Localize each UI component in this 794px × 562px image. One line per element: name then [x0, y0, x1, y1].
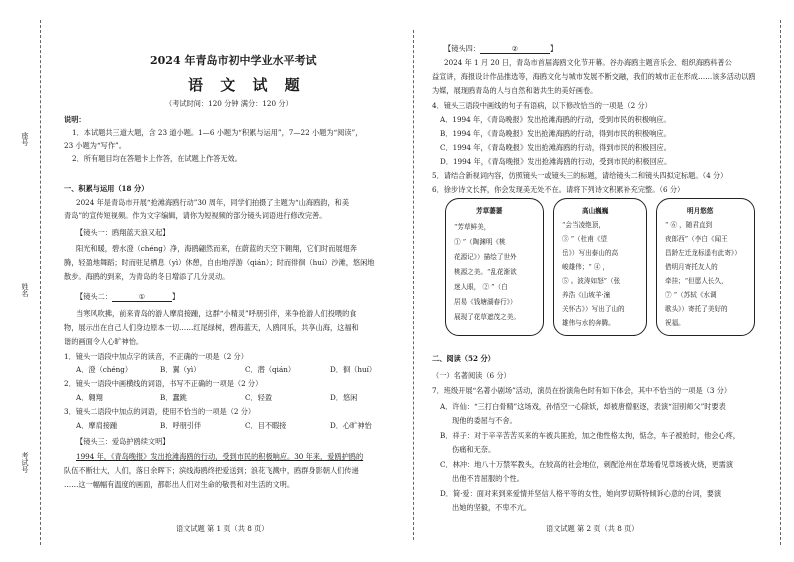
- poem-box-line: 昌龄左迁龙标遥有此寄》）: [665, 249, 741, 257]
- poem-box-line: ① ”（陶渊明《桃: [454, 238, 506, 246]
- q2-option-c: C．轻盈: [245, 393, 273, 402]
- q3-option-d: D．心旷神怡: [330, 421, 372, 430]
- q7-option-d: D．简·爱：面对来到来爱情并坚信人格平等的女性，她向罗切斯特倾诉心意的台词，要演: [440, 489, 722, 498]
- lens-4-line-2: 益宣讲，海报设计作品推选等，海鸥文化与城市发展不断交融，我们的城市正在形成……该多活动以鸥: [432, 72, 756, 81]
- lens-1-label: 【镜头一：鸥翔蓝天浪又起】: [76, 228, 170, 237]
- q2-option-b: B．蠢跳: [160, 393, 187, 402]
- lens-2-line-2: 物，展示出在自己人们身边原本一切……红尾绿树，碧海蓝天，人鸥同乐，共享山海，这福和: [64, 323, 359, 332]
- question-2: 2．镜头一语段中画横线的词语，书写不正确的一项是（2 分）: [64, 379, 263, 388]
- q4-option-d: D．1994 年，《青岛晚报》发出抢滩海鸥的行动，受到市民的积极回应。: [440, 157, 672, 166]
- section-1-title: 一、积累与运用（18 分）: [64, 184, 149, 193]
- poem-box-line: ③ ”（杜甫《望: [562, 235, 608, 243]
- q2-option-d: D．悠闲: [330, 393, 358, 402]
- q1-option-a: A．澄（chéng）: [76, 365, 133, 374]
- poem-box-line: 祝福。: [665, 319, 685, 327]
- q7-option-a: A．许仙：“三打白骨精”这场戏，孙悟空一心除妖，却被唐僧驱逐，表演“泪别师父”时要表: [440, 402, 726, 411]
- poem-box-line: ⑦ ”（苏轼《水调: [665, 291, 717, 299]
- q7-option-b-cont: 伤痛和无奈。: [452, 445, 496, 454]
- lens-4-label-start: 【镜头四：: [444, 44, 480, 53]
- question-6: 6．徐步诗文长挥，你会发现美无处不在。请将下列诗文积累补充完整。（6 分）: [432, 185, 685, 194]
- section-2-title: 二、阅读（52 分）: [432, 354, 495, 363]
- exam-title: 2024 年青岛市初中学业水平考试: [150, 54, 317, 67]
- q1-option-d: D．徊（huí）: [330, 365, 377, 374]
- poem-box-mountain: [553, 198, 647, 336]
- poem-box-grass: [445, 198, 544, 336]
- q1-option-c: C．潜（qián）: [245, 365, 296, 374]
- lens-4-line-1: 2024 年 1 月 20 日，青岛市首届海鸥文化节开幕。谷办海鸥主题音乐会、组织海鸥科普公: [444, 58, 732, 67]
- lens-2-line-1: 当寒风吹拂，前来青岛的游人摩肩接踵，这群“小精灵”呼朋引伴，来争抢游人们投喂的食: [76, 309, 357, 318]
- lens-3-label: 【镜头三：爱岛护鸥续文明】: [76, 437, 170, 446]
- lens-1-line-1: 阳光和暖，碧水澄（chéng）净，海鸥翩然而来，在蔚蓝的天空下翱翔，它们时而展翅奔: [76, 244, 357, 253]
- poem-box-line: ⑤ 。波涛如怒”（张: [562, 277, 621, 285]
- poem-box-line: 峻雄伟；“ ④ ，: [562, 263, 610, 271]
- poem-box-title: 高山巍巍: [582, 207, 609, 215]
- q7-option-d-cont: 出她的坚毅，不卑不亢。: [452, 503, 532, 512]
- poem-box-line: 夜郎西”（李白《闻王: [665, 235, 728, 243]
- question-3: 3．镜头二语段中加点的词语，使用不恰当的一项是（2 分）: [64, 407, 256, 416]
- q3-option-c: C．目不暇接: [245, 421, 287, 430]
- poem-box-line: “芳草鲜美，: [454, 223, 491, 231]
- name-label: 姓名: [21, 283, 29, 297]
- lens-2-label-start: 【镜头二：: [76, 292, 112, 301]
- notes-label: 说明：: [64, 115, 86, 124]
- poem-box-line: 雄伟与水的奔腾。: [562, 319, 615, 327]
- exam-no-label: 考试号: [21, 452, 29, 473]
- intro-line-1: 2024 年是青岛市开展“抢滩海鸥行动”30 周年，同学们拍摄了主题为“山海鸥韵，和美: [76, 198, 350, 207]
- page-1-footer: 语文试题 第 1 页（共 8 页）: [176, 524, 269, 533]
- note-1b: 23 小题为“写作”。: [64, 141, 126, 150]
- poem-box-line: “ ⑥ ，随君直到: [665, 221, 713, 229]
- poem-box-title: 明月悠悠: [687, 207, 714, 215]
- q3-option-a: A．摩肩接踵: [76, 421, 118, 430]
- poem-box-line: 花源记》）描绘了世外: [454, 253, 517, 261]
- note-2: 2．所有题目均在答题卡上作答，在试题上作答无效。: [72, 154, 242, 163]
- poem-box-moon: [656, 198, 755, 336]
- lens-2-label-end: 】: [171, 292, 180, 301]
- poem-box-line: 歌头》）寄托了美好的: [665, 305, 728, 313]
- poem-box-line: 关怀古》）写出了山的: [562, 305, 625, 313]
- poem-box-title: 芳草萋萋: [476, 207, 503, 215]
- lens-2-line-3: 谐的画面令人心旷神怡。: [64, 337, 144, 346]
- poem-box-line: 牵挂；“但愿人长久，: [665, 277, 728, 285]
- poem-box-line: 借明月寄托友人的: [665, 263, 718, 271]
- q4-option-b: B．1994 年，《青岛晚报》发出抢滩海鸥的行动，得到市民的积极响应。: [440, 129, 671, 138]
- intro-line-2: 青岛”的宣传短视频。作为文字编辑，请你为短视频的部分镜头词语进行修改完善。: [64, 211, 327, 220]
- lens-2-label: [76, 292, 179, 302]
- q4-option-a: A．1994 年，《青岛晚报》发出抢滩海鸥的行动，受到市民的积极响应。: [440, 115, 671, 124]
- poem-box-line: 桃源之美。“乱花渐欲: [454, 268, 517, 276]
- q7-option-b: B．祥子：对于辛辛苦苦买来的车被兵匪抢，加之他性格太拘，惦念，车子被抢时，他会心疼，: [440, 431, 740, 440]
- q7-option-c: C．林冲：地八十万禁军教头，在较高的社会地位，刺配沧州在草场看见草场被火烧，更需演: [440, 460, 734, 469]
- q7-option-a-cont: 现他的委屈与不舍。: [452, 416, 517, 425]
- subsection-1-title: （一）名著阅读（6 分）: [432, 371, 511, 380]
- q1-option-b: B．翼（yì）: [160, 365, 201, 374]
- poem-box-line: 展现了花草遮茂之美。: [454, 313, 520, 321]
- page-divider: [413, 30, 414, 540]
- binding-line-left: [40, 20, 41, 545]
- lens-2-blank: ①: [112, 292, 172, 302]
- q3-option-b: B．呼朋引伴: [160, 421, 202, 430]
- exam-info: （考试时间：120 分钟 满分：120 分）: [165, 99, 293, 108]
- seat-label: 座号: [21, 132, 29, 146]
- poem-box-line: 养浩《山坡羊·潼: [562, 291, 611, 299]
- lens-3-line-3: ……这一幅幅有温度的画面，都彰出人们对生命的敬畏和对生活的文明。: [64, 480, 295, 489]
- poem-box-line: “会当凌绝顶，: [562, 221, 605, 229]
- lens-4-blank: ②: [480, 44, 550, 54]
- lens-3-line-2: 队伍不断壮大，人们，落日余晖下；滨线海鸥终把爱送到；浪花飞溅中，鸥群身影朝人们传递: [64, 466, 359, 475]
- poem-box-line: 迷人眼， ② ”（白: [454, 283, 508, 291]
- binding-line-right: [780, 20, 781, 545]
- lens-1-line-3: 散步。海鸥的到来，为青岛的冬日增添了几分灵动。: [64, 272, 230, 281]
- question-7: 7．班级开展“名著小剧场”活动，演员在扮演角色时有如下体会，其中不恰当的一项是（3 分）: [432, 386, 732, 395]
- note-1: 1．本试题共三道大题，含 23 道小题。1—6 小题为“积累与运用”，7—22 小题为“阅读”，: [72, 128, 363, 137]
- lens-3-line-1: 1994 年，《青岛晚报》发出抢滩海鸥的行动，受到市民的积极响应。30 年来，爱鸥护鸥的: [76, 452, 364, 461]
- question-5: 5．请结合新视词内容，仿照镜头一或镜头三的标题，请给镜头二和镜头四拟定标题。（4 分）: [432, 171, 728, 180]
- poem-box-line: 居易《钱塘湖春行》）: [454, 298, 517, 306]
- poem-box-line: 岳》）写出泰山的高: [562, 249, 619, 257]
- question-4: 4．镜头三语段中画线的句子有语病，以下修改恰当的一项是（2 分）: [432, 101, 652, 110]
- lens-4-label-end: 】: [549, 44, 558, 53]
- lens-4-line-3: 为媒，展现鸥青岛的人与自然和谐共生的美好画卷。: [432, 86, 598, 95]
- question-1: 1．镜头一语段中加点字的读音，不正确的一项是（2 分）: [64, 352, 248, 361]
- page-2-footer: 语文试题 第 2 页（共 8 页）: [546, 524, 639, 533]
- q7-option-c-cont: 出他不肯屈服的个性。: [452, 474, 524, 483]
- lens-4-label: [444, 44, 557, 54]
- lens-1-line-2: 腾，轻盈地舞蹈；时而驻足栖息（yì）休憩，自由地浮游（qián）；时而徘徊（huí）沙滩，悠闲地: [64, 258, 375, 267]
- q4-option-c: C．1994 年，《青岛晚报》发出抢滩海鸥的行动，得到市民的积极回应。: [440, 143, 671, 152]
- q2-option-a: A．翱翔: [76, 393, 103, 402]
- subject-title: 语 文 试 题: [188, 76, 306, 94]
